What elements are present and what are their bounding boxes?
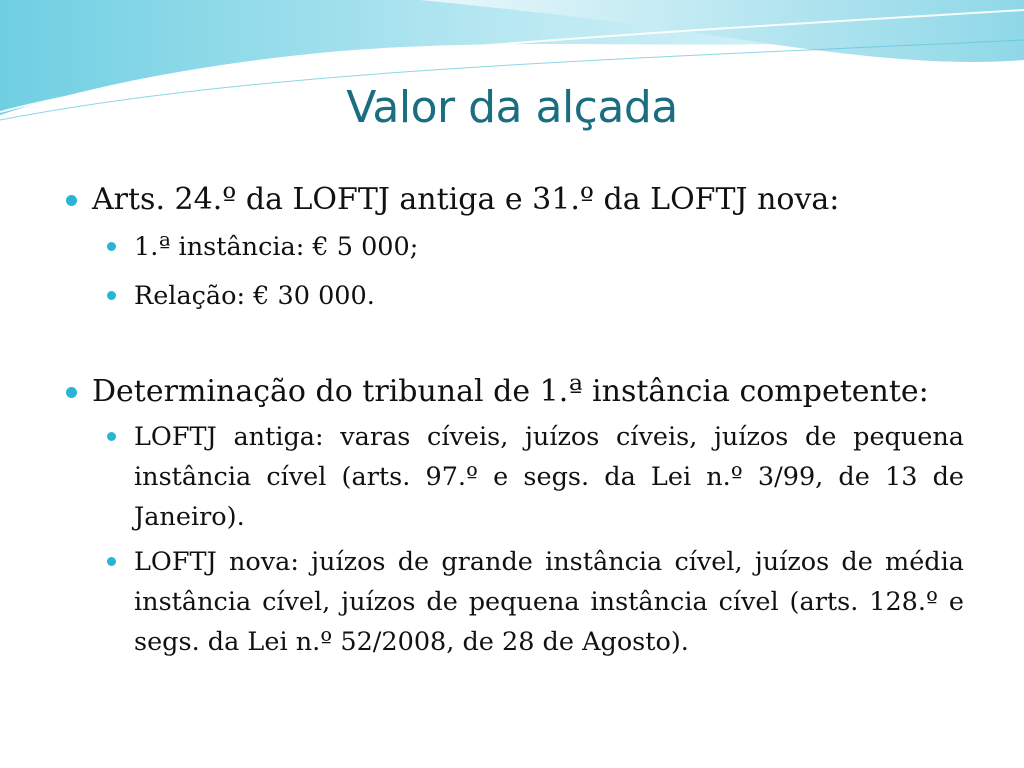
- sub-bullet-item: [62, 276, 964, 316]
- bullet-item: [62, 180, 964, 220]
- bullet-dot-icon: [107, 432, 116, 441]
- sub-bullet-item: [62, 227, 964, 267]
- sub-bullet-text: 1.ª instância: € 5 000;: [134, 232, 419, 262]
- bullet-dot-icon: [66, 387, 77, 398]
- sub-bullet-text: LOFTJ nova: juízos de grande instância cível, juízos de média instância cível, juízos de pequena instância cível (arts. 128.º e segs. da Lei n.º 52/2008, de 28 de Agosto).: [134, 547, 964, 657]
- sub-bullet-text: LOFTJ antiga: varas cíveis, juízos cíveis, juízos de pequena instância cível (arts. 97.º e segs. da Lei n.º 3/99, de 13 de Janeiro).: [134, 422, 964, 532]
- sub-bullet-text: Relação: € 30 000.: [134, 281, 375, 311]
- bullet-item: [62, 372, 964, 412]
- bullet-dot-icon: [107, 557, 116, 566]
- sub-bullet-item: [62, 417, 964, 537]
- bullet-dot-icon: [107, 291, 116, 300]
- bullet-text: Arts. 24.º da LOFTJ antiga e 31.º da LOFTJ nova:: [92, 182, 840, 217]
- bullet-dot-icon: [107, 242, 116, 251]
- slide-title: Valor da alçada: [346, 82, 678, 133]
- slide-content: [62, 180, 964, 662]
- sub-bullet-item: [62, 542, 964, 662]
- bullet-dot-icon: [66, 195, 77, 206]
- bullet-text: Determinação do tribunal de 1.ª instância competente:: [92, 374, 929, 409]
